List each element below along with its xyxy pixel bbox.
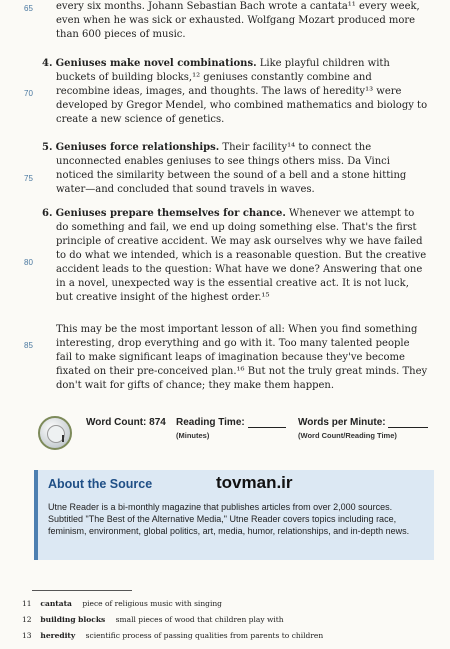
line-number: 75 (24, 174, 33, 183)
footnote-number: 12 (22, 615, 32, 624)
line-number: 70 (24, 89, 33, 98)
wpm-sub: (Word Count/Reading Time) (298, 431, 397, 440)
footnote-divider (32, 590, 132, 591)
point-number: 5. (42, 142, 53, 153)
about-source-title: About the Source (48, 477, 153, 491)
paragraph-continuation (56, 0, 428, 42)
reading-time-sub: (Minutes) (176, 431, 210, 440)
point-5 (42, 141, 428, 197)
footnote-definition: piece of religious music with singing (82, 599, 222, 608)
about-source-text: Utne Reader is a bi-monthly magazine that publishes articles from over 2,000 sources. Subtitled "The Best of the Alternative Media," Utne Reader covers topics including race, feminism, environment, global politics, art, media, humor, relationships, and in-depth news. (48, 502, 410, 536)
point-heading: Geniuses force relationships. (55, 142, 220, 153)
wpm-label: Words per Minute: (298, 417, 386, 428)
paragraph-text: every six months. Johann Sebastian Bach wrote a cantata¹¹ every week, even when he was sick or exhausted. Wolfgang Mozart produced more than 600 pieces of music. (56, 1, 420, 40)
words-per-minute (298, 417, 428, 428)
point-text: Whenever we attempt to do something and fail, we end up doing something else. That's the first principle of creative accident. We may ask ourselves why we have failed to do what we intended, which is a reasonable question. But the creative accident leads to the question: What have we done? Answering that one in a novel, unexpected way is the essential creative act. It is not luck, but creative insight of the highest order.¹⁵ (56, 208, 427, 303)
wpm-blank[interactable] (388, 418, 428, 428)
point-text: Their facility¹⁴ to connect the unconnected enables geniuses to see things others miss. Da Vinci noticed the similarity between the sound of a bell and a stone hitting water—and concluded that sound travels in waves. (56, 142, 407, 195)
about-source-box (34, 470, 434, 560)
footnote-definition: small pieces of wood that children play with (115, 615, 284, 624)
footnote-number: 13 (22, 631, 32, 640)
point-6 (42, 207, 428, 305)
footnote-term: cantata (40, 599, 72, 608)
point-4 (42, 57, 428, 127)
word-count (86, 417, 166, 428)
point-heading: Geniuses prepare themselves for chance. (55, 208, 286, 219)
line-number: 80 (24, 258, 33, 267)
point-number: 4. (42, 58, 53, 69)
paragraph-text: This may be the most important lesson of all: When you find something interesting, drop everything and go with it. Too many talented people fail to make significant leaps of imagination because they've become fixated on their pre-conceived plan.¹⁶ But not the truly great minds. They don't wait for gifts of chance; they make them happen. (56, 324, 428, 391)
footnote-definition: scientific process of passing qualities from parents to children (85, 631, 324, 640)
footnote (22, 599, 222, 608)
clock-icon (38, 416, 72, 450)
footnote (22, 631, 323, 640)
footnote-term: heredity (40, 631, 76, 640)
footnote (22, 615, 284, 624)
point-heading: Geniuses make novel combinations. (55, 58, 257, 69)
point-number: 6. (42, 208, 53, 219)
footnote-number: 11 (22, 599, 32, 608)
closing-paragraph (56, 323, 428, 393)
reading-time (176, 417, 286, 428)
word-count-label: Word Count: (86, 417, 147, 428)
word-count-value: 874 (149, 417, 166, 428)
footnote-term: building blocks (40, 615, 106, 624)
reading-time-label: Reading Time: (176, 417, 245, 428)
point-text: Like playful children with buckets of building blocks,¹² geniuses constantly combine and recombine ideas, images, and thoughts. The laws of heredity¹³ were developed by Gregor Mendel, who combined mathematics and biology to create a new science of genetics. (56, 58, 428, 125)
reading-time-blank[interactable] (248, 418, 286, 428)
line-number: 65 (24, 4, 33, 13)
watermark: tovman.ir (216, 473, 293, 492)
line-number: 85 (24, 341, 33, 350)
